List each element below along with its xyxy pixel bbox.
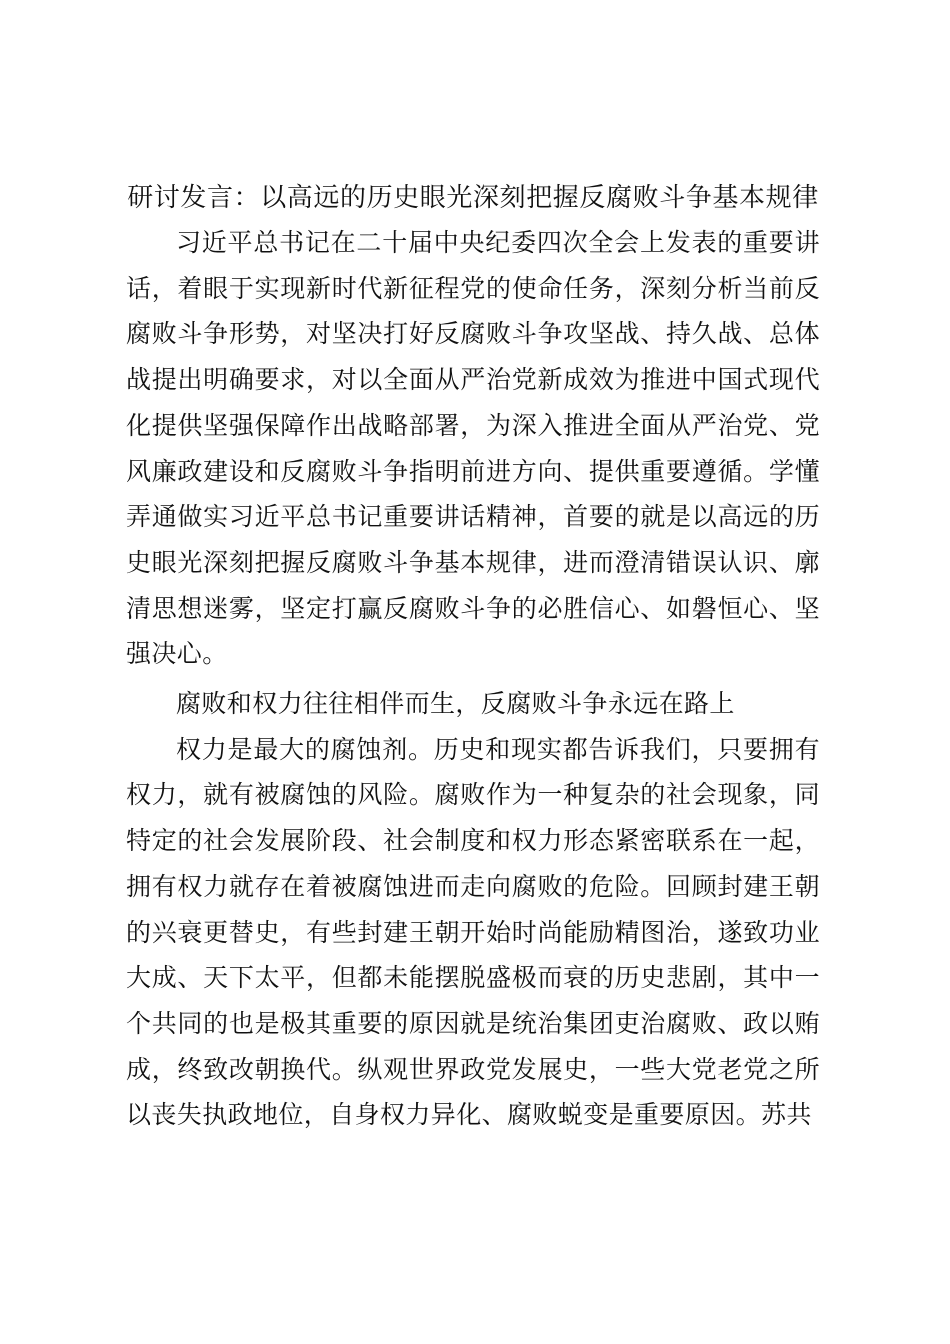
document-title: 研讨发言：以高远的历史眼光深刻把握反腐败斗争基本规律 <box>127 183 819 213</box>
body-paragraph-intro: 习近平总书记在二十届中央纪委四次全会上发表的重要讲话，着眼于实现新时代新征程党的使命任务，深刻分析当前反腐败斗争形势，对坚决打好反腐败斗争攻坚战、持久战、总体战提出明确要求，对以全面从严治党新成效为推进中国式现代化提供坚强保障作出战略部署，为深入推进全面从严治党、党风廉政建设和反腐败斗争指明前进方向、提供重要遵循。学懂弄通做实习近平总书记重要讲话精神，首要的就是以高远的历史眼光深刻把握反腐败斗争基本规律，进而澄清错误认识、廓清思想迷雾，坚定打赢反腐败斗争的必胜信心、如磐恒心、坚强决心。 <box>126 228 820 669</box>
document-page <box>126 176 820 1138</box>
body-paragraph-power: 权力是最大的腐蚀剂。历史和现实都告诉我们，只要拥有权力，就有被腐蚀的风险。腐败作为一种复杂的社会现象，同特定的社会发展阶段、社会制度和权力形态紧密联系在一起，拥有权力就存在着被腐蚀进而走向腐败的危险。回顾封建王朝的兴衰更替史，有些封建王朝开始时尚能励精图治，遂致功业大成、天下太平，但都未能摆脱盛极而衰的历史悲剧，其中一个共同的也是极其重要的原因就是统治集团吏治腐败、政以贿成，终致改朝换代。纵观世界政党发展史，一些大党老党之所以丧失执政地位，自身权力异化、腐败蜕变是重要原因。苏共 <box>126 734 820 1130</box>
section-heading: 腐败和权力往往相伴而生，反腐败斗争永远在路上 <box>176 689 735 719</box>
